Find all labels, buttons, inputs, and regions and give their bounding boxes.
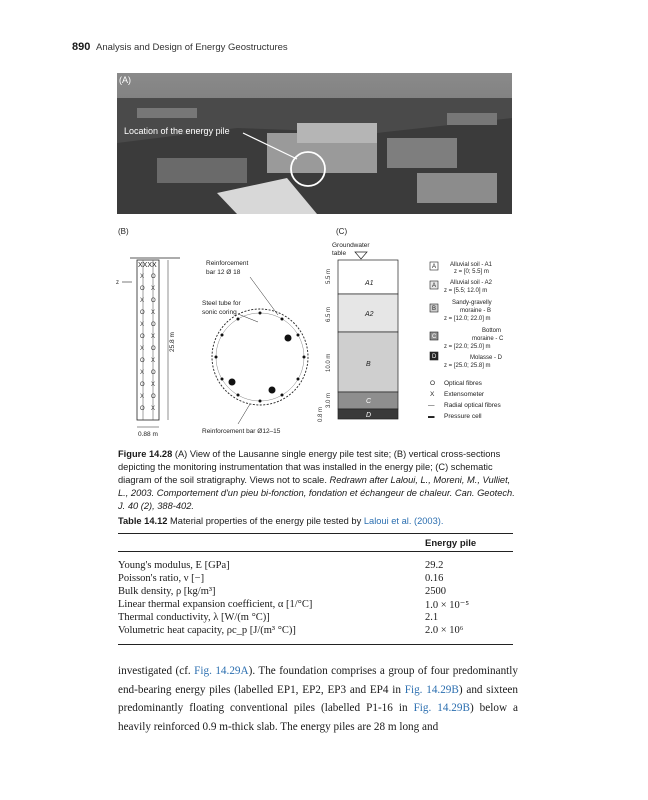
property-cell: Poisson's ratio, ν [−] [118, 573, 205, 584]
value-cell: 2500 [425, 586, 446, 597]
table-label: table [332, 250, 347, 257]
body-text: ) and sixteen predominantly floating conventional piles (labelled P1-16 in [118, 683, 518, 714]
pile-width: 0.88 m [138, 431, 158, 438]
svg-text:O: O [140, 406, 145, 412]
legend-a2-range: z = [5.5; 12.0] m [444, 288, 488, 294]
pile-depth: 25.8 m [169, 332, 176, 352]
svg-text:X: X [140, 298, 145, 304]
svg-text:X: X [140, 322, 145, 328]
svg-text:O: O [151, 298, 156, 304]
depth-b: 10.0 m [326, 353, 332, 372]
pile-location-label: Location of the energy pile [124, 126, 230, 136]
property-cell: Linear thermal expansion coefficient, α [1/°C] [118, 599, 313, 610]
svg-text:X: X [140, 346, 145, 352]
sym-extensometer-label: Extensometer [444, 391, 485, 398]
legend-b: Sandy-gravelly [452, 300, 492, 306]
property-cell: Volumetric heat capacity, ρc_p [J/(m³ °C)] [118, 625, 296, 636]
layer-a1: A1 [365, 280, 374, 287]
page-number: 890 [72, 41, 91, 53]
sym-optical: O [430, 380, 436, 387]
layer-c: C [366, 398, 372, 405]
legend-key-a1: A [432, 264, 437, 270]
svg-text:O: O [151, 346, 156, 352]
table-row [118, 586, 513, 599]
legend-key-c: C [432, 334, 437, 340]
layer-b: B [366, 361, 371, 368]
legend-key-a2: A [432, 283, 437, 289]
table-caption-label: Table 14.12 [118, 516, 168, 526]
svg-text:X: X [151, 310, 156, 316]
legend-c-2: moraine - C [472, 336, 504, 342]
table-row [118, 573, 513, 586]
svg-text:X: X [151, 286, 156, 292]
svg-text:O: O [140, 382, 145, 388]
figure-link[interactable]: Fig. 14.29B [404, 683, 459, 696]
value-cell: 2.1 [425, 612, 439, 623]
depth-d: 0.8 m [318, 406, 324, 422]
table-row [118, 625, 513, 638]
figure-caption-source: Redrawn after Laloui, L., Moreni, M., Vulliet, L., 2003. Comportement d'un pieu bi-fonction, fondation et échangeur de chaleur. Can. Geotech. J. 40 (2), 388-402. [118, 475, 515, 511]
z-axis-label: z [116, 280, 119, 286]
legend-key-b: B [432, 306, 437, 312]
value-cell: 29.2 [425, 560, 444, 571]
legend-b-range: z = [12.0; 22.0] m [444, 316, 491, 322]
svg-text:O: O [140, 358, 145, 364]
table-row [118, 560, 513, 573]
figure-caption-text: (A) View of the Lausanne single energy pile test site; (B) vertical cross-sections depicting the monitoring instrumentation that was installed in the energy pile; (C) schematic diagram of the soil stratigraphy. Views not to scale. [118, 449, 501, 485]
svg-text:X: X [140, 394, 145, 400]
panel-c-label: (C) [336, 227, 348, 236]
groundwater-label: Groundwater [332, 242, 370, 249]
sym-extensometer: X [430, 391, 435, 398]
legend-d: Molasse - D [470, 355, 503, 361]
svg-text:O: O [151, 394, 156, 400]
depth-c: 3.0 m [326, 392, 332, 408]
svg-text:X: X [151, 334, 156, 340]
sym-pressure: ▬ [428, 413, 435, 420]
svg-text:O: O [151, 370, 156, 376]
sonic-coring-label: sonic coring [202, 309, 237, 316]
svg-text:X: X [151, 358, 156, 364]
panel-b-label: (B) [118, 227, 129, 236]
sym-pressure-label: Pressure cell [444, 413, 482, 420]
figure-caption-label: Figure 14.28 [118, 449, 173, 459]
value-cell: 2.0 × 10⁶ [425, 625, 464, 636]
svg-text:X: X [140, 274, 145, 280]
cross-section-diagram [110, 222, 530, 442]
body-text: ). The foundation comprises a group of four predominantly end-bearing energy piles (labelled EP1, EP2, EP3 and EP4 in [118, 665, 518, 696]
sym-radial: — [428, 402, 435, 409]
legend-c-range: z = [22.0; 25.0] m [444, 344, 491, 350]
value-cell: 1.0 × 10⁻⁵ [425, 600, 469, 611]
running-title: Analysis and Design of Energy Geostructures [96, 42, 288, 53]
property-cell: Young's modulus, E [GPa] [118, 560, 230, 571]
svg-text:O: O [151, 322, 156, 328]
figure-caption [118, 448, 518, 513]
legend-key-d: D [432, 354, 437, 360]
table-caption-text: Material properties of the energy pile tested by [170, 516, 362, 526]
body-paragraph [118, 662, 518, 736]
legend-c: Bottom [482, 328, 502, 334]
aerial-photo [117, 73, 512, 214]
table-row [118, 612, 513, 625]
legend-d-range: z = [25.0; 25.8] m [444, 363, 491, 369]
table-caption-link[interactable]: Laloui et al. (2003). [363, 516, 444, 526]
legend-b-2: moraine - B [460, 308, 492, 314]
svg-text:X: X [140, 370, 145, 376]
depth-a2: 6.5 m [326, 306, 332, 322]
column-header: Energy pile [425, 538, 477, 549]
figure-link[interactable]: Fig. 14.29A [194, 665, 249, 677]
table-caption [118, 516, 443, 526]
legend-a1: Alluvial soil - A1 [450, 262, 493, 268]
layer-d: D [366, 412, 372, 419]
bottom-bar-label: Reinforcement bar Ø12–15 [202, 428, 281, 435]
sym-optical-label: Optical fibres [444, 380, 482, 387]
figure-link[interactable]: Fig. 14.29B [413, 702, 470, 714]
body-text: ) below a heavily reinforced 0.9 m-thick slab. The energy piles are 28 m long and [118, 702, 518, 733]
legend-a1-range: z = [0; 5.5] m [454, 269, 489, 275]
column-marks: XXXX [138, 262, 157, 269]
steel-tube-label: Steel tube for [202, 300, 241, 307]
bar-label: bar 12 Ø 18 [206, 269, 241, 276]
svg-text:O: O [151, 274, 156, 280]
property-cell: Thermal conductivity, λ [W/(m °C)] [118, 612, 270, 623]
sym-radial-label: Radial optical fibres [444, 402, 501, 409]
table-row [118, 599, 513, 612]
value-cell: 0.16 [425, 573, 444, 584]
layer-a2: A2 [365, 311, 374, 318]
material-properties-table [118, 533, 513, 645]
reinforcement-label: Reinforcement [206, 260, 249, 267]
depth-a1: 5.5 m [326, 268, 332, 284]
body-text: investigated (cf. [118, 665, 191, 677]
svg-text:O: O [140, 310, 145, 316]
panel-a-label: (A) [119, 75, 131, 85]
property-cell: Bulk density, ρ [kg/m³] [118, 586, 216, 597]
svg-text:X: X [151, 406, 156, 412]
svg-text:O: O [140, 286, 145, 292]
svg-text:X: X [151, 382, 156, 388]
svg-text:O: O [140, 334, 145, 340]
legend-a2: Alluvial soil - A2 [450, 280, 493, 286]
